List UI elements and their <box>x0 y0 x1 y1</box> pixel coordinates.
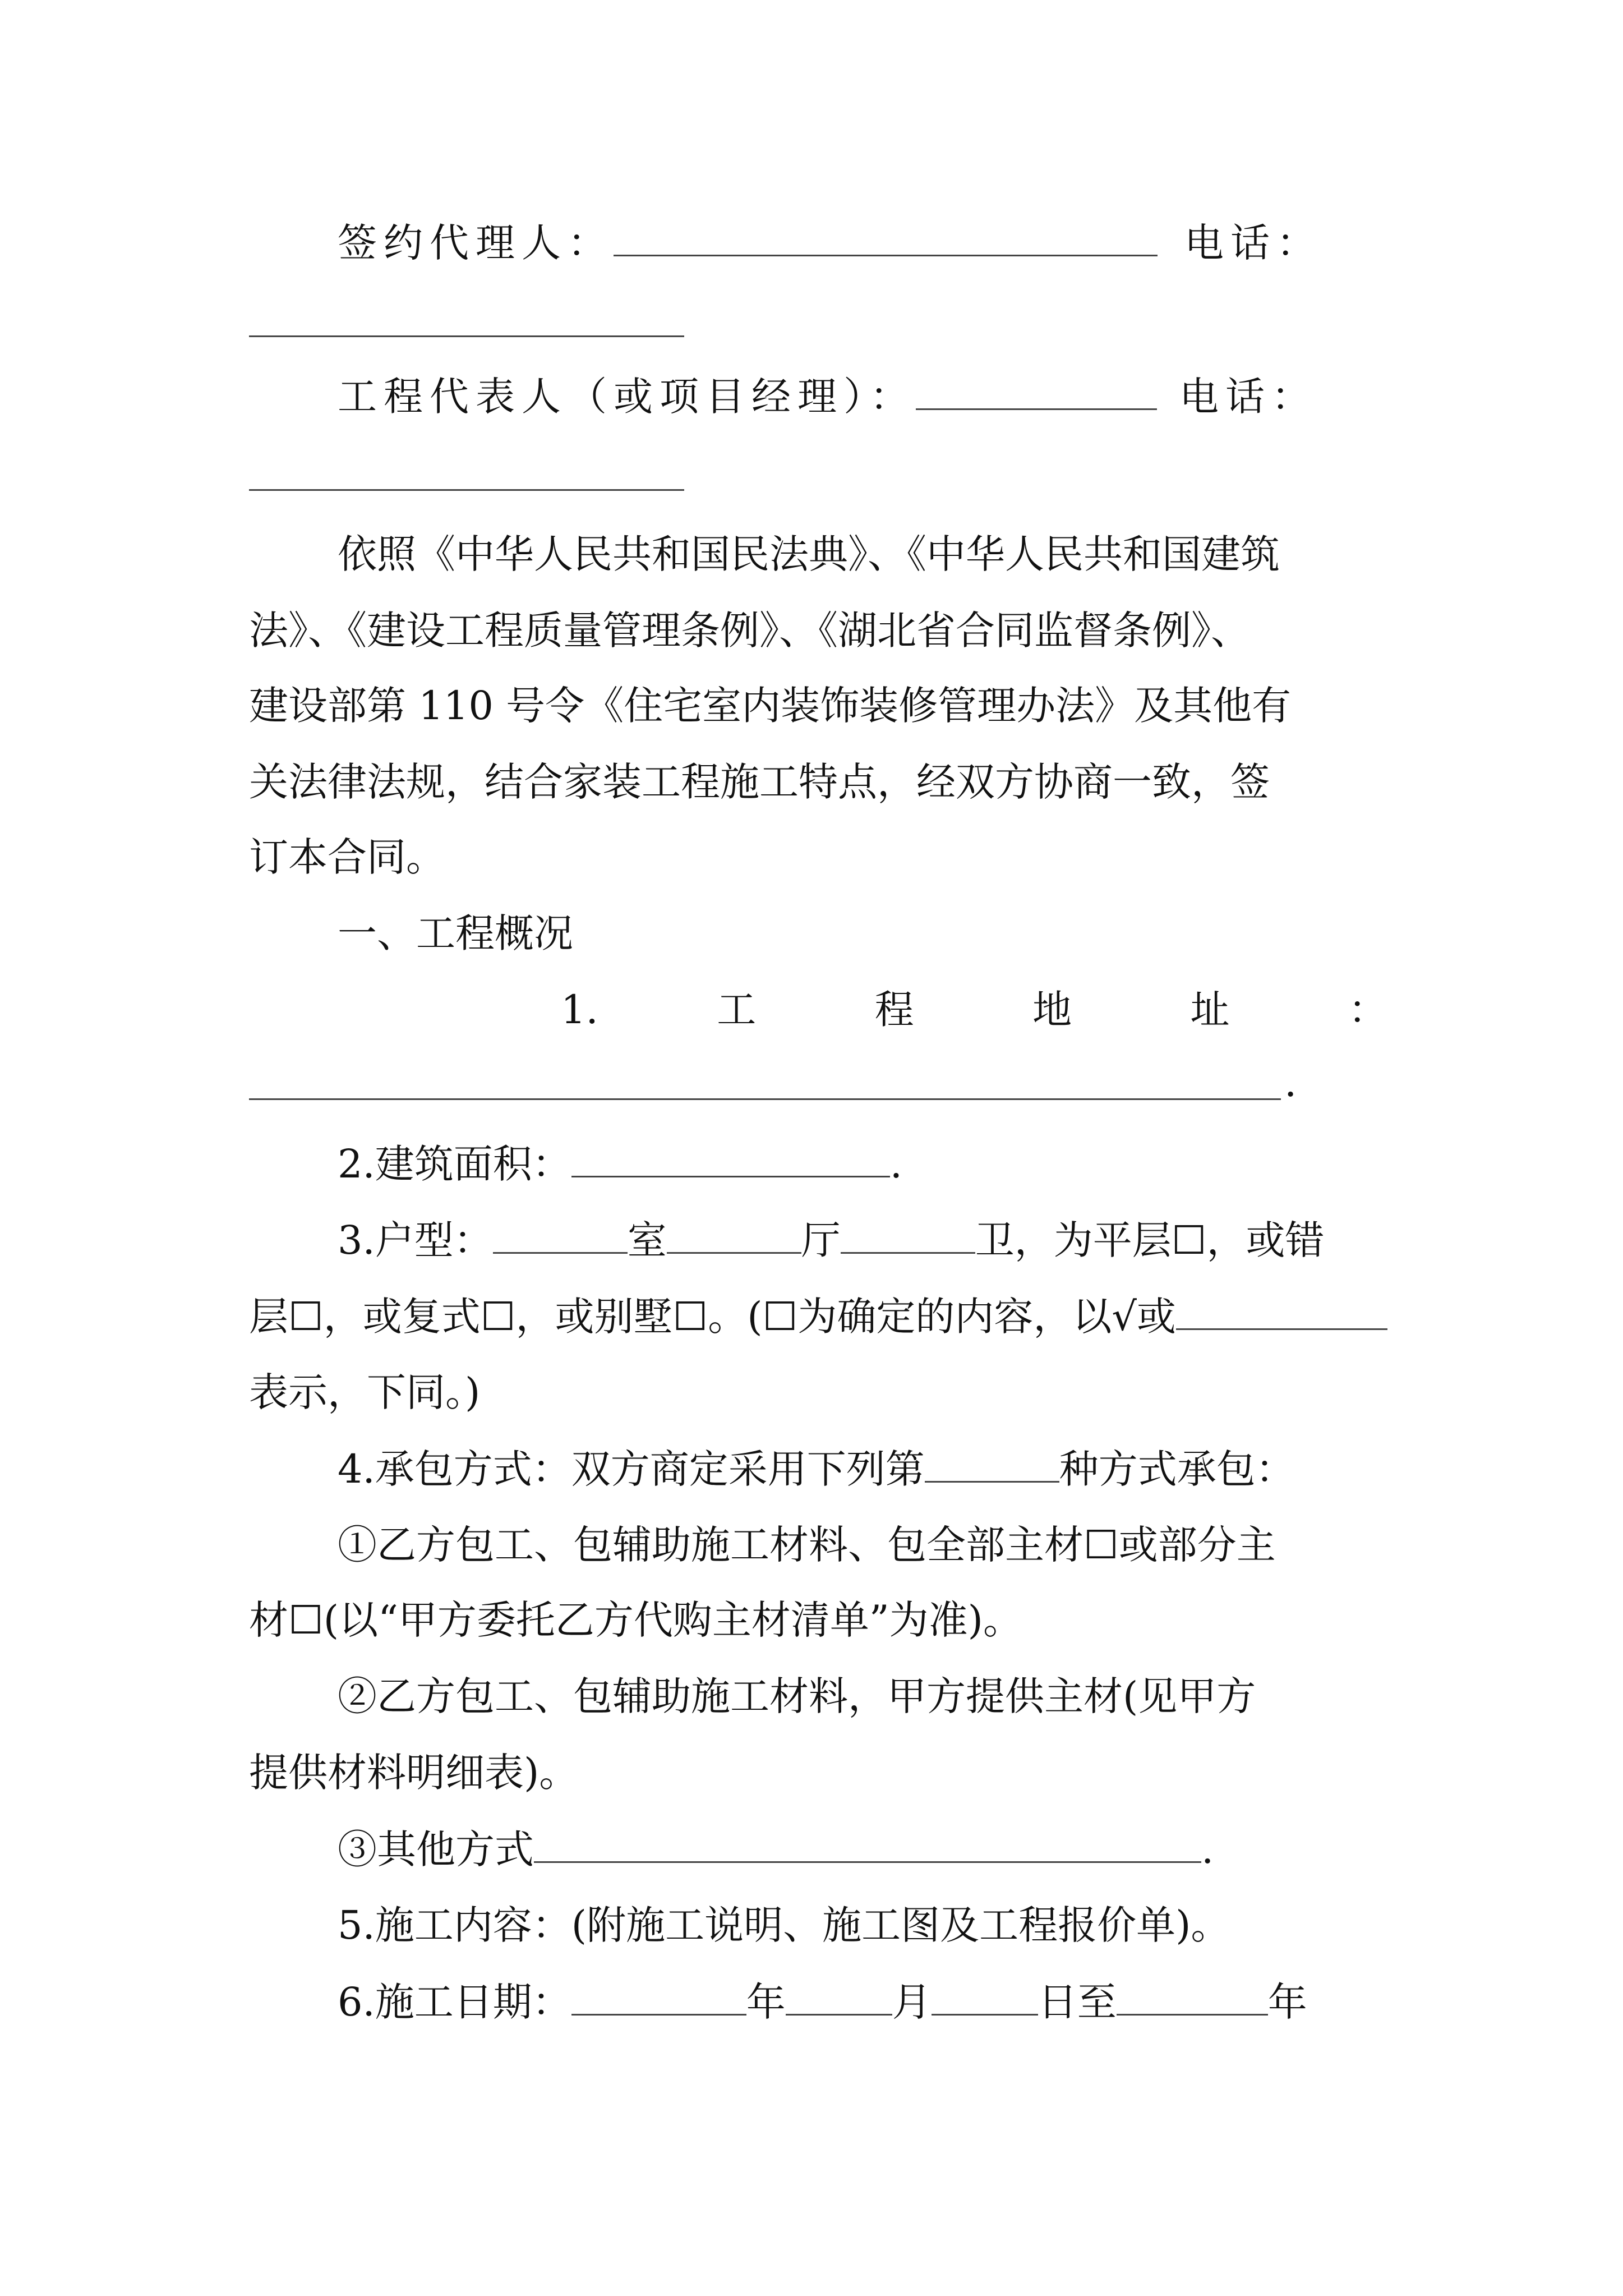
option-3-row <box>338 1822 1387 1876</box>
hall-blank[interactable] <box>667 1213 801 1254</box>
layout-line-3: 表示，下同。) <box>249 1369 481 1415</box>
layout-line-2: 层☐，或复式☐，或别墅☐。(☐为确定的内容，以√或 <box>249 1294 1176 1340</box>
area-label: 2.建筑面积： <box>338 1141 571 1187</box>
intro-line-4: 关法律法规，结合家装工程施工特点，经双方协商一致，签 <box>249 759 1270 805</box>
address-char-4: 址 <box>1190 987 1230 1033</box>
mark-blank[interactable] <box>1176 1289 1387 1330</box>
layout-row-1 <box>338 1213 1387 1267</box>
start-day-blank[interactable] <box>932 1975 1038 2016</box>
content-line: 5.施工内容：(附施工说明、施工图及工程报价单)。 <box>338 1902 1230 1948</box>
address-char-1: 工 <box>717 987 757 1033</box>
dates-year: 年 <box>746 1979 786 2025</box>
area-end: . <box>889 1141 903 1187</box>
bath-blank[interactable] <box>841 1213 975 1254</box>
dates-row <box>338 1975 1387 2028</box>
layout-hall: 厅 <box>801 1217 841 1263</box>
section-1-title: 一、工程概况 <box>338 910 573 956</box>
option-2-line-2: 提供材料明细表)。 <box>249 1750 579 1796</box>
layout-row-2 <box>249 1289 1387 1343</box>
address-colon: ： <box>1348 987 1387 1033</box>
intro-line-2: 法》、《建设工程质量管理条例》、《湖北省合同监督条例》、 <box>249 608 1250 654</box>
address-row <box>561 983 1387 1037</box>
layout-label: 3.户型： <box>338 1217 493 1263</box>
option-3-label: ③其他方式 <box>338 1826 534 1872</box>
address-end: . <box>1284 1060 1297 1106</box>
address-char-2: 程 <box>874 987 914 1033</box>
dates-year-2: 年 <box>1267 1979 1307 2025</box>
option-1-line-1: ①乙方包工、包辅助施工材料、包全部主材☐或部分主 <box>338 1522 1276 1568</box>
signing-agent-blank[interactable] <box>614 215 1158 256</box>
contract-mode-label: 4.承包方式：双方商定采用下列第 <box>338 1446 925 1492</box>
address-char-3: 地 <box>1032 987 1072 1033</box>
project-rep-phone-blank[interactable] <box>249 489 684 491</box>
signing-agent-phone-blank[interactable] <box>249 335 684 337</box>
signing-agent-phone-label: 电话： <box>1184 220 1322 266</box>
layout-room: 室 <box>627 1217 667 1263</box>
intro-line-1: 依照《中华人民共和国民法典》、《中华人民共和国建筑 <box>338 531 1280 577</box>
end-year-blank[interactable] <box>1117 1975 1268 2016</box>
signing-agent-label: 签约代理人： <box>338 220 614 266</box>
signing-agent-row <box>338 215 1387 269</box>
project-rep-row <box>338 369 1387 423</box>
dates-label: 6.施工日期： <box>338 1979 571 2025</box>
dates-day-to: 日至 <box>1038 1979 1117 2025</box>
option-1-line-2: 材☐(以“甲方委托乙方代购主材清单”为准)。 <box>249 1597 1022 1643</box>
intro-line-5: 订本合同。 <box>249 834 445 880</box>
contract-mode-blank[interactable] <box>925 1442 1059 1483</box>
project-rep-blank[interactable] <box>916 369 1157 410</box>
start-year-blank[interactable] <box>571 1975 746 2016</box>
option-3-blank[interactable] <box>534 1822 1201 1863</box>
option-2-line-1: ②乙方包工、包辅助施工材料，甲方提供主材(见甲方 <box>338 1673 1256 1719</box>
area-blank[interactable] <box>571 1137 890 1177</box>
project-rep-phone-label: 电话： <box>1179 374 1317 420</box>
room-blank[interactable] <box>493 1213 628 1254</box>
dates-month: 月 <box>892 1979 932 2025</box>
address-num: 1. <box>561 987 598 1033</box>
address-blank[interactable] <box>249 1098 1281 1100</box>
area-row <box>338 1137 1387 1190</box>
contract-mode-row <box>338 1442 1387 1496</box>
contract-mode-label-end: 种方式承包： <box>1059 1446 1295 1492</box>
intro-line-3: 建设部第 110 号令《住宅室内装饰装修管理办法》及其他有 <box>249 683 1292 729</box>
start-month-blank[interactable] <box>786 1975 892 2016</box>
project-rep-label: 工程代表人（或项目经理）： <box>338 374 916 420</box>
layout-bath: 卫，为平层☐，或错 <box>975 1217 1325 1263</box>
option-3-end: . <box>1201 1826 1214 1872</box>
